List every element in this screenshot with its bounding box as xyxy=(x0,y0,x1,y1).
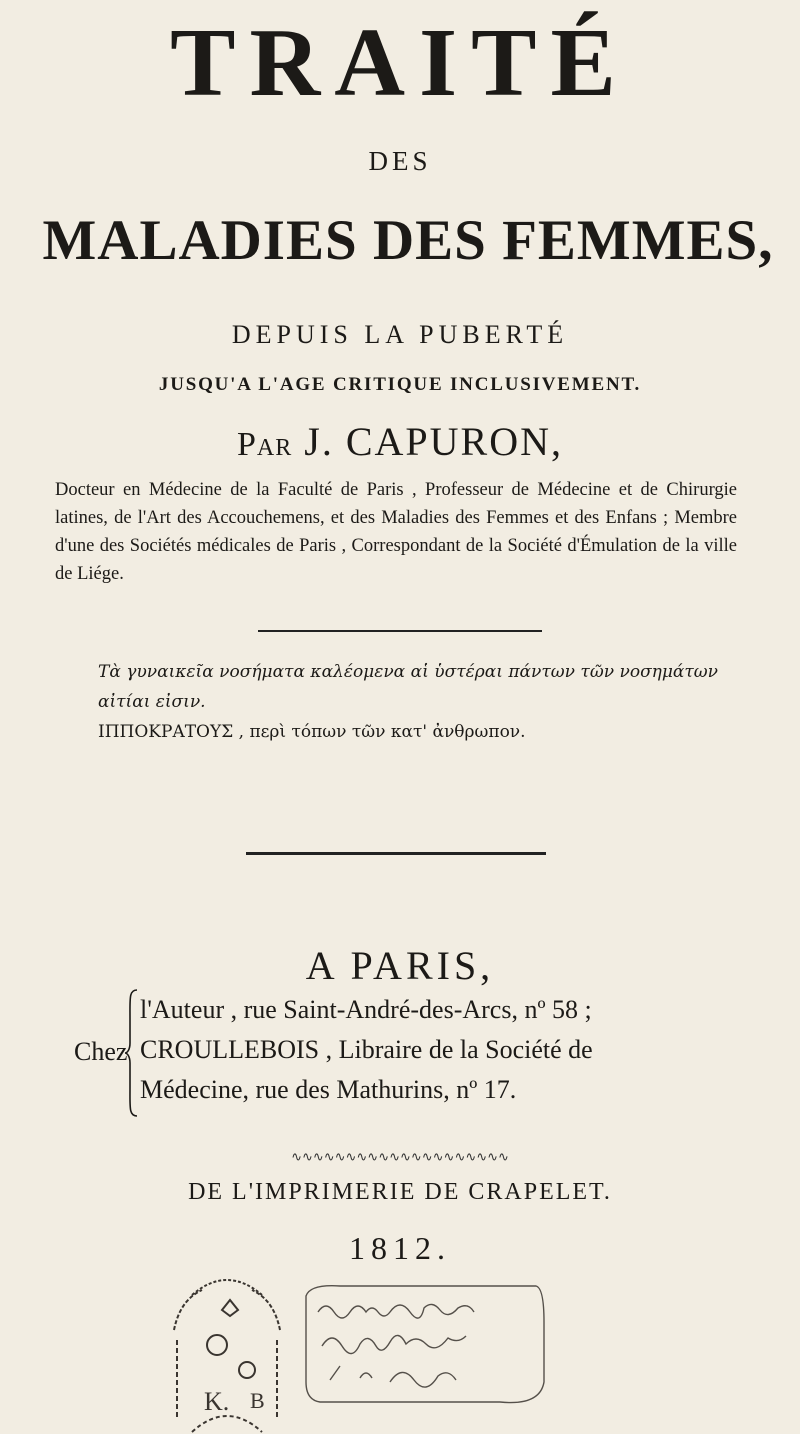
epigraph xyxy=(98,657,718,747)
address-line: CROULLEBOIS , Libraire de la Société de xyxy=(140,1035,593,1064)
title-connector: DES xyxy=(368,146,432,176)
printer-line: DE L'IMPRIMERIE DE CRAPELET. xyxy=(188,1179,612,1205)
handwritten-signature-icon xyxy=(300,1282,548,1408)
author-credentials: Docteur en Médecine de la Faculté de Paris , Professeur de Médecine et de Chirurgie latines, de l'Art des Accouchemens, et des Maladies des Femmes et des Enfans ; Membre d'une des Sociétés médicales de Paris , Correspondant de la Société d'Émulation de la ville de Liége. xyxy=(55,480,737,584)
imprint-city: A PARIS, xyxy=(305,943,495,988)
author-line xyxy=(0,419,800,464)
curly-brace-icon xyxy=(124,988,138,1118)
scope-line-1: DEPUIS LA PUBERTÉ xyxy=(231,320,569,349)
publisher-addresses xyxy=(140,990,770,1110)
publication-year: 1812. xyxy=(349,1230,451,1266)
chez-label: Chez xyxy=(74,1037,128,1066)
ornament-rule: ∿∿∿∿∿∿∿∿∿∿∿∿∿∿∿∿∿∿∿∿ xyxy=(291,1149,509,1164)
svg-text:B: B xyxy=(250,1388,265,1413)
epigraph-source: ΙΠΠΟΚΡΑΤΟΥΣ , περὶ τόπων τῶν κατ' ἀνθρωπον. xyxy=(98,722,526,742)
book-subject: MALADIES DES FEMMES, xyxy=(42,209,774,272)
divider-rule xyxy=(258,630,542,632)
address-line: l'Auteur , rue Saint-André-des-Arcs, nº 58 ; xyxy=(140,995,592,1024)
scope-line-2: JUSQU'A L'AGE CRITIQUE INCLUSIVEMENT. xyxy=(158,374,642,395)
address-line: Médecine, rue des Mathurins, nº 17. xyxy=(140,1075,517,1104)
divider-rule xyxy=(246,852,546,855)
author-name: J. CAPURON, xyxy=(304,419,563,464)
library-stamp-icon xyxy=(162,1270,292,1434)
svg-text:K.: K. xyxy=(204,1387,230,1416)
book-title: TRAITÉ xyxy=(170,9,630,117)
author-prefix: Par xyxy=(237,426,293,463)
epigraph-text: Τὰ γυναικεῖα νοσήματα καλέομενα αἱ ὑστέραι πάντων τῶν νοσημάτων αἰτίαι εἰσιν. xyxy=(98,662,718,712)
